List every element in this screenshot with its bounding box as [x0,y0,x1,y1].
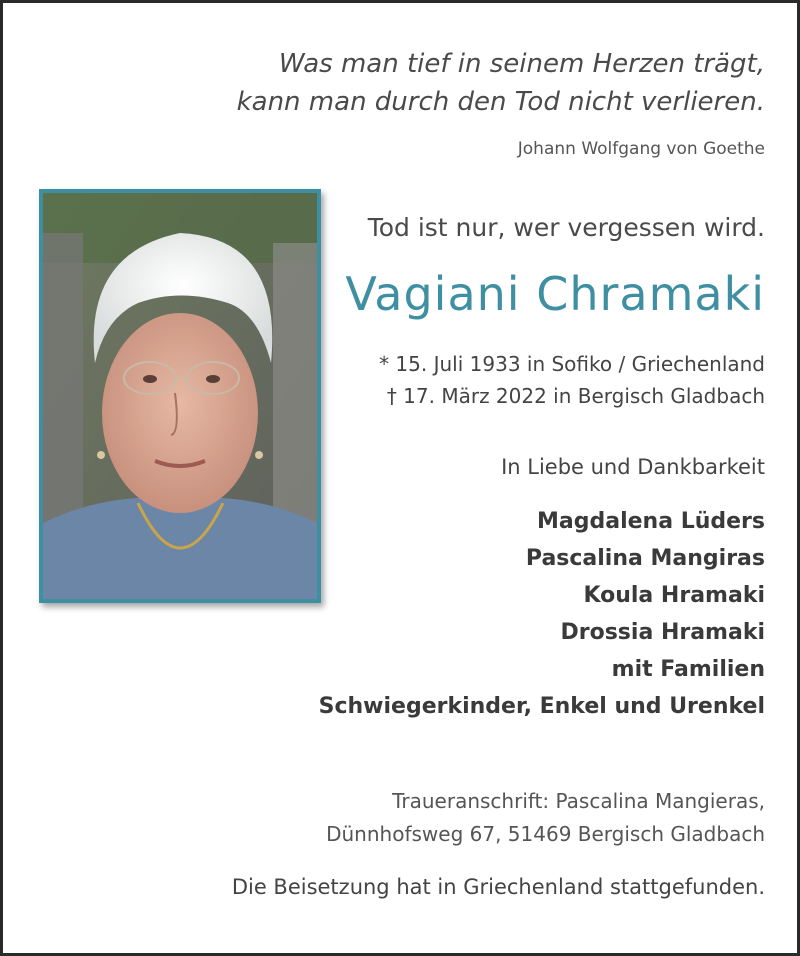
motto: Tod ist nur, wer vergessen wird. [367,213,765,242]
deceased-name: Vagiani Chramaki [345,267,765,321]
portrait-photo [39,189,321,603]
mourner: Schwiegerkinder, Enkel und Urenkel [318,694,765,719]
quote [237,45,765,121]
mourner: Magdalena Lüders [536,509,765,534]
portrait-image [43,193,317,599]
thanks-line: In Liebe und Dankbarkeit [501,455,765,479]
mourner: Pascalina Mangiras [525,546,765,571]
mourner: mit Familien [611,657,765,682]
address-line-1: Traueranschrift: Pascalina Mangieras, [392,789,765,813]
quote-line-1: Was man tief in seinem Herzen trägt, [278,49,765,79]
mourning-address [326,785,765,851]
quote-line-2: kann man durch den Tod nicht verlieren. [236,87,765,117]
mourner: Drossia Hramaki [560,620,765,645]
mourners-list [319,503,765,725]
quote-author: Johann Wolfgang von Goethe [517,139,765,159]
birth-date: * 15. Juli 1933 in Sofiko / Griechenland [379,352,765,376]
address-line-2: Dünnhofsweg 67, 51469 Bergisch Gladbach [326,822,765,846]
life-dates [379,348,765,412]
mourner: Koula Hramaki [583,583,765,608]
death-date: † 17. März 2022 in Bergisch Gladbach [386,384,765,408]
burial-note: Die Beisetzung hat in Griechenland stattgefunden. [231,875,765,899]
